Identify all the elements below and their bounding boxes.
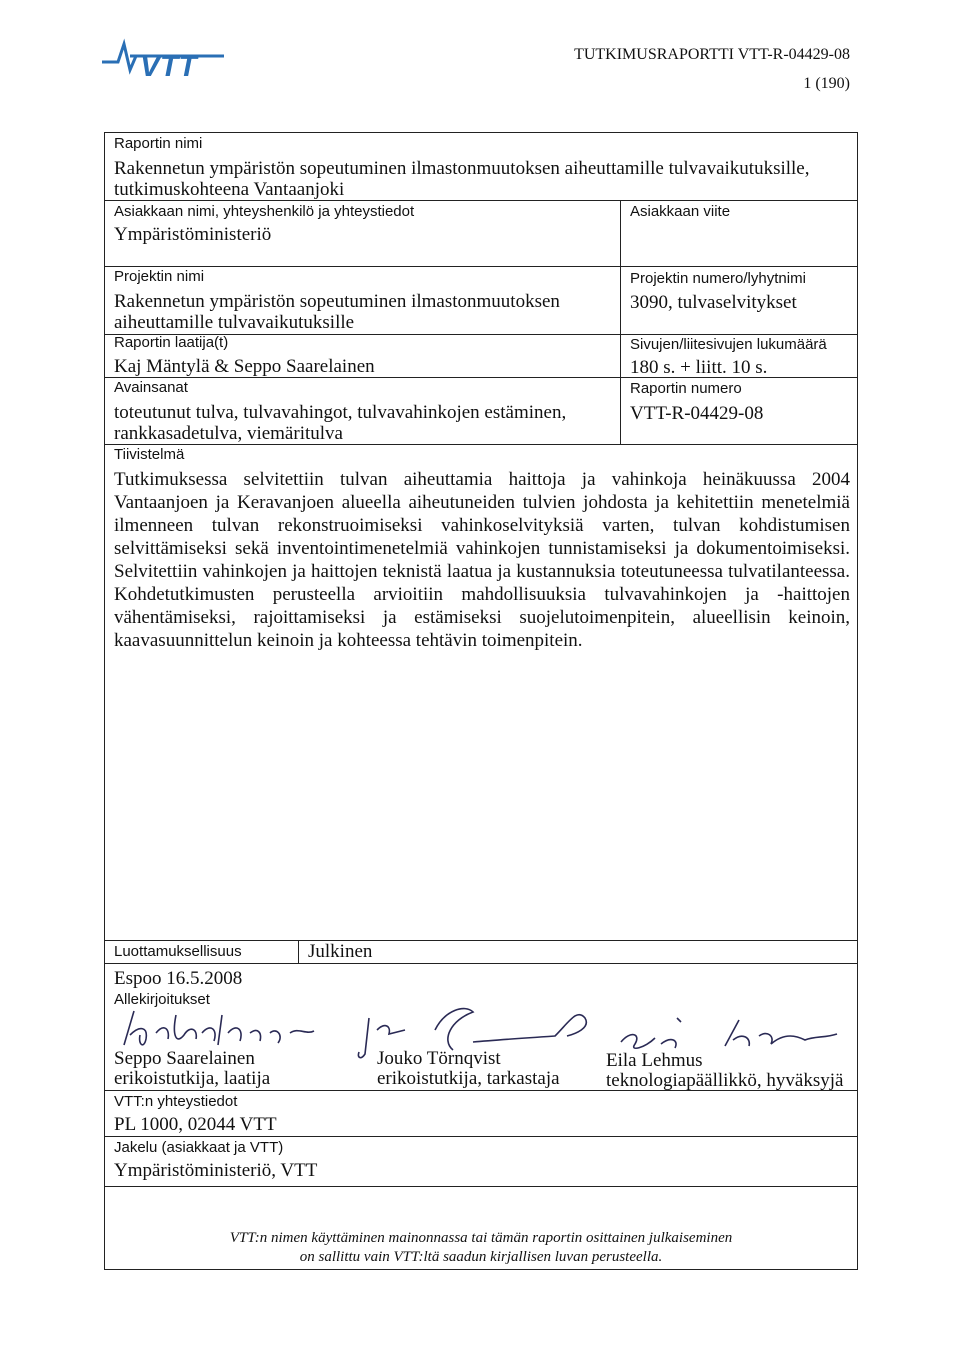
summary-label: Tiivistelmä xyxy=(114,446,185,463)
contact-value: PL 1000, 02044 VTT xyxy=(114,1114,277,1135)
project-number-label: Projektin numero/lyhytnimi xyxy=(630,270,806,287)
keywords-label: Avainsanat xyxy=(114,379,188,396)
contact-label: VTT:n yhteystiedot xyxy=(114,1093,238,1110)
signatory-role-3: teknologiapäällikkö, hyväksyjä xyxy=(606,1070,844,1091)
divider xyxy=(620,334,858,335)
signatory-name-3: Eila Lehmus xyxy=(606,1050,703,1071)
authors-value: Kaj Mäntylä & Seppo Saarelainen xyxy=(114,356,375,377)
project-number-value: 3090, tulvaselvitykset xyxy=(630,292,797,313)
report-number-label: Raportin numero xyxy=(630,380,742,397)
client-ref-label: Asiakkaan viite xyxy=(630,203,731,220)
divider xyxy=(104,266,858,267)
pages-value: 180 s. + liitt. 10 s. xyxy=(630,357,768,378)
report-number-value: VTT-R-04429-08 xyxy=(630,403,764,424)
divider xyxy=(104,1136,858,1137)
page-info: 1 (190) xyxy=(803,75,850,92)
pages-label: Sivujen/liitesivujen lukumäärä xyxy=(630,336,827,353)
client-value: Ympäristöministeriö xyxy=(114,224,272,245)
column-divider xyxy=(620,200,621,444)
column-divider xyxy=(298,940,299,963)
report-code: TUTKIMUSRAPORTTI VTT-R-04429-08 xyxy=(574,46,850,63)
divider xyxy=(104,444,858,445)
keywords-value: toteutunut tulva, tulvavahingot, tulvavahinkojen estäminen, rankkasadetulva, viemäritulva xyxy=(114,402,567,444)
client-label: Asiakkaan nimi, yhteyshenkilö ja yhteystiedot xyxy=(114,203,415,220)
report-name-label: Raportin nimi xyxy=(114,135,203,152)
signatory-role-2: erikoistutkija, tarkastaja xyxy=(377,1068,560,1089)
summary-text: Tutkimuksessa selvitettiin tulvan aiheuttamia haittoja ja vahinkoja heinäkuussa 2004 Vantaanjoen ja Keravanjoen alueella aiheutuneiden tulvien johdosta ja kehitettiin menetelmiä ilmenneen tulvan rekonstruoimiseksi vahinkoselvityksiä varten, tulvan kohdistumisen selvittämiseksi sekä inventointimenetelmiä vahinkojen tunnistamiseksi ja dokumentoimiseksi. Selvitettiin vahinkojen ja haittojen teknistä laatua ja kustannuksia toteutuneessa tulvatilanteessa. Kohdetutkimusten perusteella arvioitiin mahdollisuuksia tulvavahinkojen ja -haittojen vähentämiseksi, rajoittamiseksi ja estämiseksi suojelutoimenpitein, alueellisin keinoin, kaavasuunnittelun keinoin ja kohteessa tehtävin toimenpitein. xyxy=(114,469,850,651)
divider xyxy=(104,200,858,201)
vtt-logo xyxy=(100,36,230,80)
divider xyxy=(104,963,858,964)
place-date: Espoo 16.5.2008 xyxy=(114,968,243,989)
project-name-value: Rakennetun ympäristön sopeutuminen ilmastonmuutoksen aiheuttamille tulvavaikutuksille xyxy=(114,291,560,333)
project-name-label: Projektin nimi xyxy=(114,268,205,285)
distribution-value: Ympäristöministeriö, VTT xyxy=(114,1160,318,1181)
signatures-label: Allekirjoitukset xyxy=(114,991,210,1008)
signatory-role-1: erikoistutkija, laatija xyxy=(114,1068,271,1089)
signatory-name-2: Jouko Törnqvist xyxy=(377,1048,501,1069)
divider xyxy=(104,1186,858,1187)
authors-label: Raportin laatija(t) xyxy=(114,334,229,351)
confidentiality-label: Luottamuksellisuus xyxy=(114,943,242,960)
footer-note-line2: on sallittu vain VTT:ltä saadun kirjallisen luvan perusteella. xyxy=(299,1249,663,1265)
confidentiality-value: Julkinen xyxy=(308,941,373,962)
logo-text: VTT xyxy=(140,50,197,80)
report-name-value: Rakennetun ympäristön sopeutuminen ilmastonmuutoksen aiheuttamille tulvavaikutuksille, tutkimuskohteena Vantaanjoki xyxy=(114,158,810,200)
divider xyxy=(104,940,858,941)
signatory-name-1: Seppo Saarelainen xyxy=(114,1048,255,1069)
footer-note-line1: VTT:n nimen käyttäminen mainonnassa tai tämän raportin osittainen julkaiseminen xyxy=(229,1230,733,1246)
distribution-label: Jakelu (asiakkaat ja VTT) xyxy=(114,1139,284,1156)
